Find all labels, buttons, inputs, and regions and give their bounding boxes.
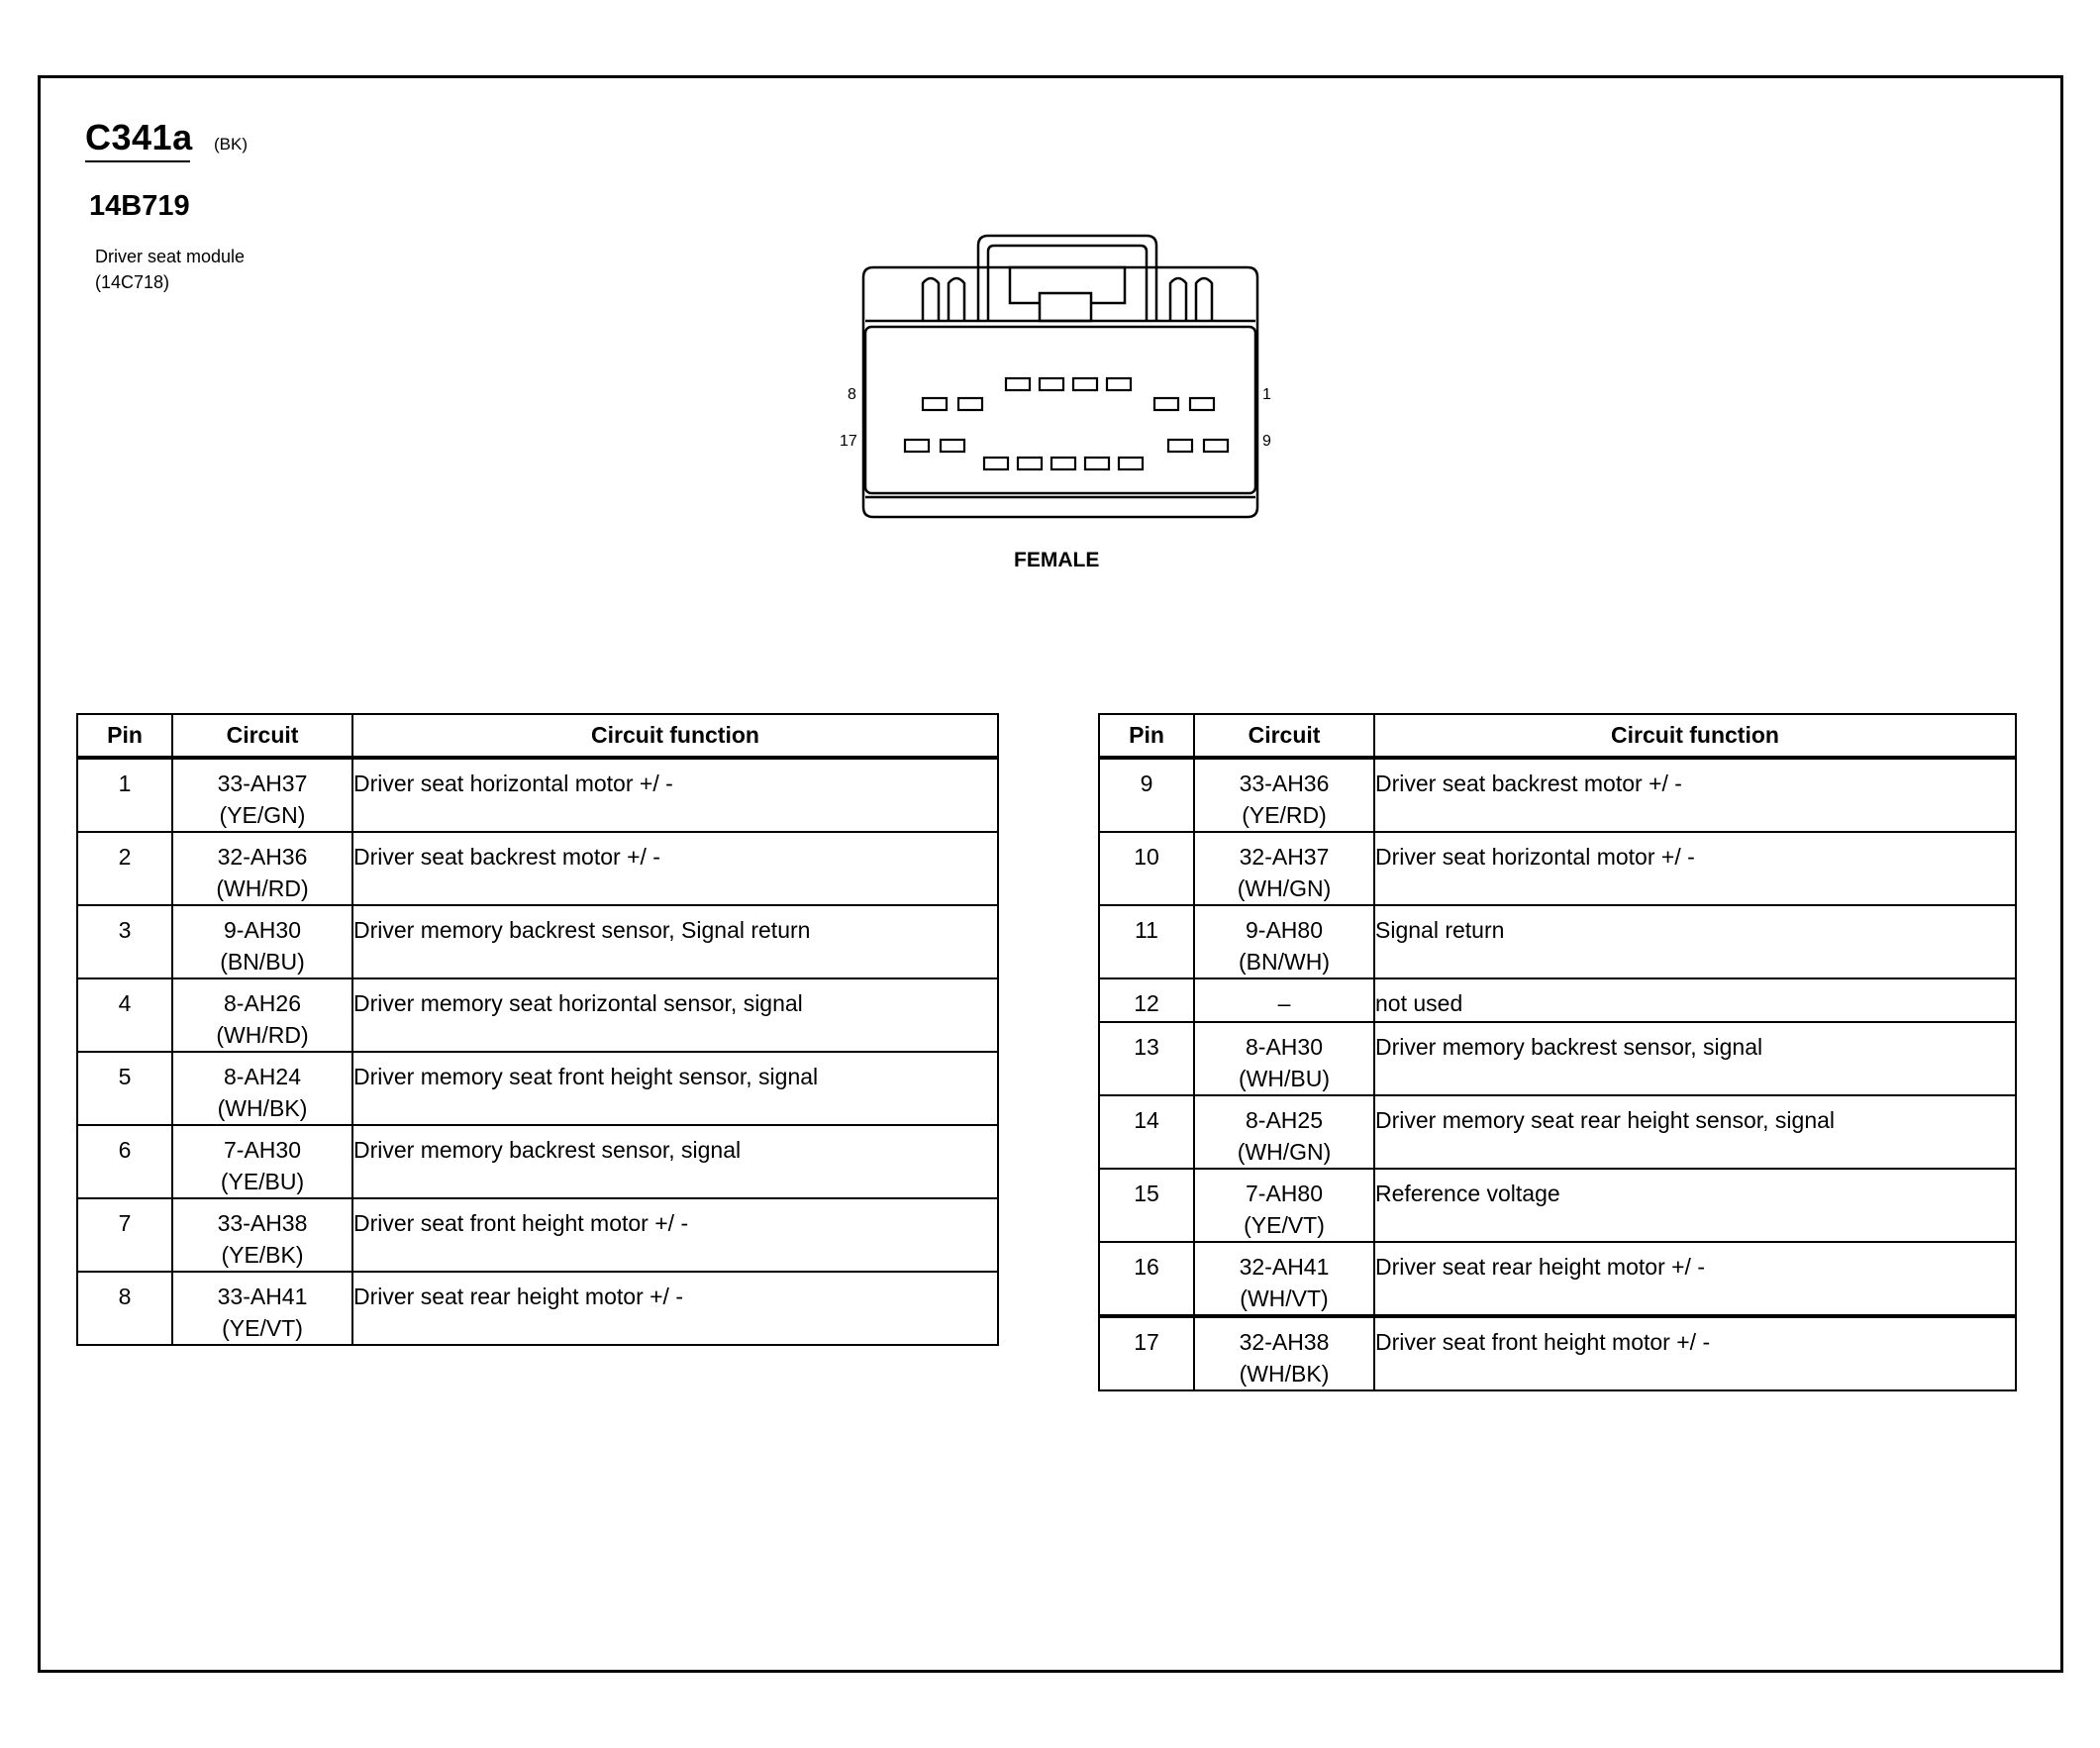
pin-number: 17: [1099, 1316, 1194, 1390]
wire-color: (WH/RD): [216, 875, 309, 901]
table-row: [1099, 758, 2016, 832]
table-row: [1099, 1095, 2016, 1169]
circuit-id: 33-AH38: [217, 1210, 308, 1236]
circuit-function: Driver seat horizontal motor +/ -: [1374, 832, 2016, 905]
pin-label-top-left: 8: [848, 386, 856, 403]
circuit-cell: [1194, 1095, 1374, 1169]
connector-color-code: (BK): [214, 135, 248, 154]
header-function: Circuit function: [1374, 714, 2016, 758]
table-row: [77, 905, 998, 978]
pin-cavity-6: [1006, 378, 1030, 390]
pin-cavity-12: [1085, 458, 1109, 469]
connector-id: C341a: [85, 117, 193, 157]
pin-cavity-10: [1168, 440, 1192, 452]
circuit-cell: [1194, 1022, 1374, 1095]
header-pin: Pin: [1099, 714, 1194, 758]
circuit-cell: [172, 905, 352, 978]
table-row: [1099, 1022, 2016, 1095]
circuit-function: Driver memory backrest sensor, signal: [1374, 1022, 2016, 1095]
pin-cavity-16: [941, 440, 964, 452]
pin-cavity-3: [1107, 378, 1131, 390]
circuit-function: Signal return: [1374, 905, 2016, 978]
wire-color: (BN/WH): [1239, 949, 1330, 975]
header-function: Circuit function: [352, 714, 998, 758]
table-header-row: [1099, 714, 2016, 758]
circuit-cell: [172, 832, 352, 905]
circuit-function: Driver seat backrest motor +/ -: [1374, 758, 2016, 832]
wire-color: (YE/GN): [219, 802, 306, 828]
pin-number: 6: [77, 1125, 172, 1198]
circuit-cell: [1194, 978, 1374, 1022]
circuit-cell: [1194, 905, 1374, 978]
wire-color: (YE/RD): [1242, 802, 1327, 828]
pin-number: 16: [1099, 1242, 1194, 1316]
circuit-id: 32-AH41: [1239, 1254, 1330, 1280]
circuit-cell: [172, 1052, 352, 1125]
pin-number: 8: [77, 1272, 172, 1345]
wire-color: (YE/VT): [222, 1315, 303, 1341]
pin-cavity-11: [1119, 458, 1143, 469]
circuit-function: Driver seat horizontal motor +/ -: [352, 758, 998, 832]
pin-number: 13: [1099, 1022, 1194, 1095]
circuit-function: Driver seat rear height motor +/ -: [352, 1272, 998, 1345]
header-circuit: Circuit: [172, 714, 352, 758]
connector-face-diagram: [832, 228, 1287, 535]
wire-color: (WH/VT): [1240, 1285, 1329, 1311]
circuit-id: 8-AH24: [224, 1064, 301, 1089]
circuit-cell: [172, 978, 352, 1052]
table-row: [77, 1198, 998, 1272]
circuit-function: Driver memory backrest sensor, signal: [352, 1125, 998, 1198]
circuit-function: Reference voltage: [1374, 1169, 2016, 1242]
pin-number: 2: [77, 832, 172, 905]
circuit-cell: [1194, 832, 1374, 905]
circuit-id: 7-AH30: [224, 1137, 301, 1163]
pin-number: 4: [77, 978, 172, 1052]
circuit-id: 7-AH80: [1246, 1181, 1323, 1206]
pin-cavity-4: [1073, 378, 1097, 390]
circuit-function: not used: [1374, 978, 2016, 1022]
pin-cavity-1: [1190, 398, 1214, 410]
wire-color: (YE/BK): [221, 1242, 304, 1268]
table-row: [1099, 832, 2016, 905]
circuit-cell: [1194, 1242, 1374, 1316]
wire-color: (WH/GN): [1237, 875, 1332, 901]
pin-number: 1: [77, 758, 172, 832]
table-row: [77, 978, 998, 1052]
wire-color: (WH/RD): [216, 1022, 309, 1048]
circuit-id: 32-AH37: [1239, 844, 1330, 870]
wire-color: (BN/BU): [220, 949, 305, 975]
circuit-id: 8-AH25: [1246, 1107, 1323, 1133]
module-description: [95, 244, 245, 295]
circuit-function: Driver memory seat front height sensor, signal: [352, 1052, 998, 1125]
pin-cavity-15: [984, 458, 1008, 469]
circuit-id: 32-AH36: [217, 844, 308, 870]
circuit-cell: [172, 758, 352, 832]
circuit-cell: [1194, 1316, 1374, 1390]
circuit-id: 8-AH30: [1246, 1034, 1323, 1060]
pin-number: 15: [1099, 1169, 1194, 1242]
wire-color: (YE/BU): [220, 1169, 305, 1194]
circuit-cell: [1194, 1169, 1374, 1242]
pin-label-bottom-left: 17: [840, 433, 857, 450]
pin-table-right: [1098, 713, 2017, 1391]
pin-number: 14: [1099, 1095, 1194, 1169]
pin-number: 7: [77, 1198, 172, 1272]
circuit-id: 33-AH36: [1239, 771, 1330, 796]
pin-cavity-5: [1040, 378, 1063, 390]
circuit-function: Driver memory seat rear height sensor, signal: [1374, 1095, 2016, 1169]
circuit-id: 33-AH37: [217, 771, 308, 796]
table-row: [1099, 1242, 2016, 1316]
circuit-cell: [1194, 758, 1374, 832]
table-header-row: [77, 714, 998, 758]
wire-color: (YE/VT): [1244, 1212, 1325, 1238]
pin-cavity-17: [905, 440, 929, 452]
header-circuit: Circuit: [1194, 714, 1374, 758]
pin-number: 11: [1099, 905, 1194, 978]
circuit-function: Driver memory backrest sensor, Signal return: [352, 905, 998, 978]
pin-cavity-9: [1204, 440, 1228, 452]
pin-table-left: [76, 713, 999, 1346]
table-row: [1099, 905, 2016, 978]
module-part-number: (14C718): [95, 272, 170, 292]
circuit-cell: [172, 1125, 352, 1198]
pin-number: 9: [1099, 758, 1194, 832]
part-number: 14B719: [89, 190, 190, 222]
circuit-function: Driver memory seat horizontal sensor, signal: [352, 978, 998, 1052]
wire-color: (WH/BK): [1239, 1361, 1330, 1387]
pin-cavity-13: [1051, 458, 1075, 469]
table-row: [77, 758, 998, 832]
connector-gender-label: FEMALE: [1014, 549, 1100, 571]
circuit-cell: [172, 1272, 352, 1345]
table-row: [77, 1272, 998, 1345]
wire-color: (WH/GN): [1237, 1139, 1332, 1165]
table-row: [77, 832, 998, 905]
circuit-id: 8-AH26: [224, 990, 301, 1016]
circuit-id: 9-AH30: [224, 917, 301, 943]
module-name: Driver seat module: [95, 247, 246, 266]
pin-cavity-2: [1154, 398, 1178, 410]
pin-cavity-7: [958, 398, 982, 410]
table-row: [1099, 1169, 2016, 1242]
circuit-cell: [172, 1198, 352, 1272]
pin-number: 10: [1099, 832, 1194, 905]
pin-number: 12: [1099, 978, 1194, 1022]
header-pin: Pin: [77, 714, 172, 758]
pin-cavity-8: [923, 398, 947, 410]
pin-number: 3: [77, 905, 172, 978]
circuit-function: Driver seat backrest motor +/ -: [352, 832, 998, 905]
pin-number: 5: [77, 1052, 172, 1125]
table-row: [77, 1125, 998, 1198]
circuit-function: Driver seat front height motor +/ -: [1374, 1316, 2016, 1390]
table-row: [1099, 978, 2016, 1022]
circuit-id: 33-AH41: [217, 1284, 308, 1309]
wire-color: (WH/BK): [217, 1095, 308, 1121]
circuit-function: Driver seat front height motor +/ -: [352, 1198, 998, 1272]
wire-color: (WH/BU): [1239, 1066, 1330, 1091]
connector-body: [863, 321, 1257, 517]
table-row: [1099, 1316, 2016, 1390]
circuit-function: Driver seat rear height motor +/ -: [1374, 1242, 2016, 1316]
pin-label-bottom-right: 9: [1262, 433, 1271, 450]
circuit-id: –: [1277, 990, 1291, 1016]
pin-cavity-14: [1018, 458, 1042, 469]
pin-label-top-right: 1: [1262, 386, 1271, 403]
connector-id-underline: [85, 160, 190, 162]
circuit-id: 32-AH38: [1239, 1329, 1330, 1355]
table-row: [77, 1052, 998, 1125]
circuit-id: 9-AH80: [1246, 917, 1323, 943]
